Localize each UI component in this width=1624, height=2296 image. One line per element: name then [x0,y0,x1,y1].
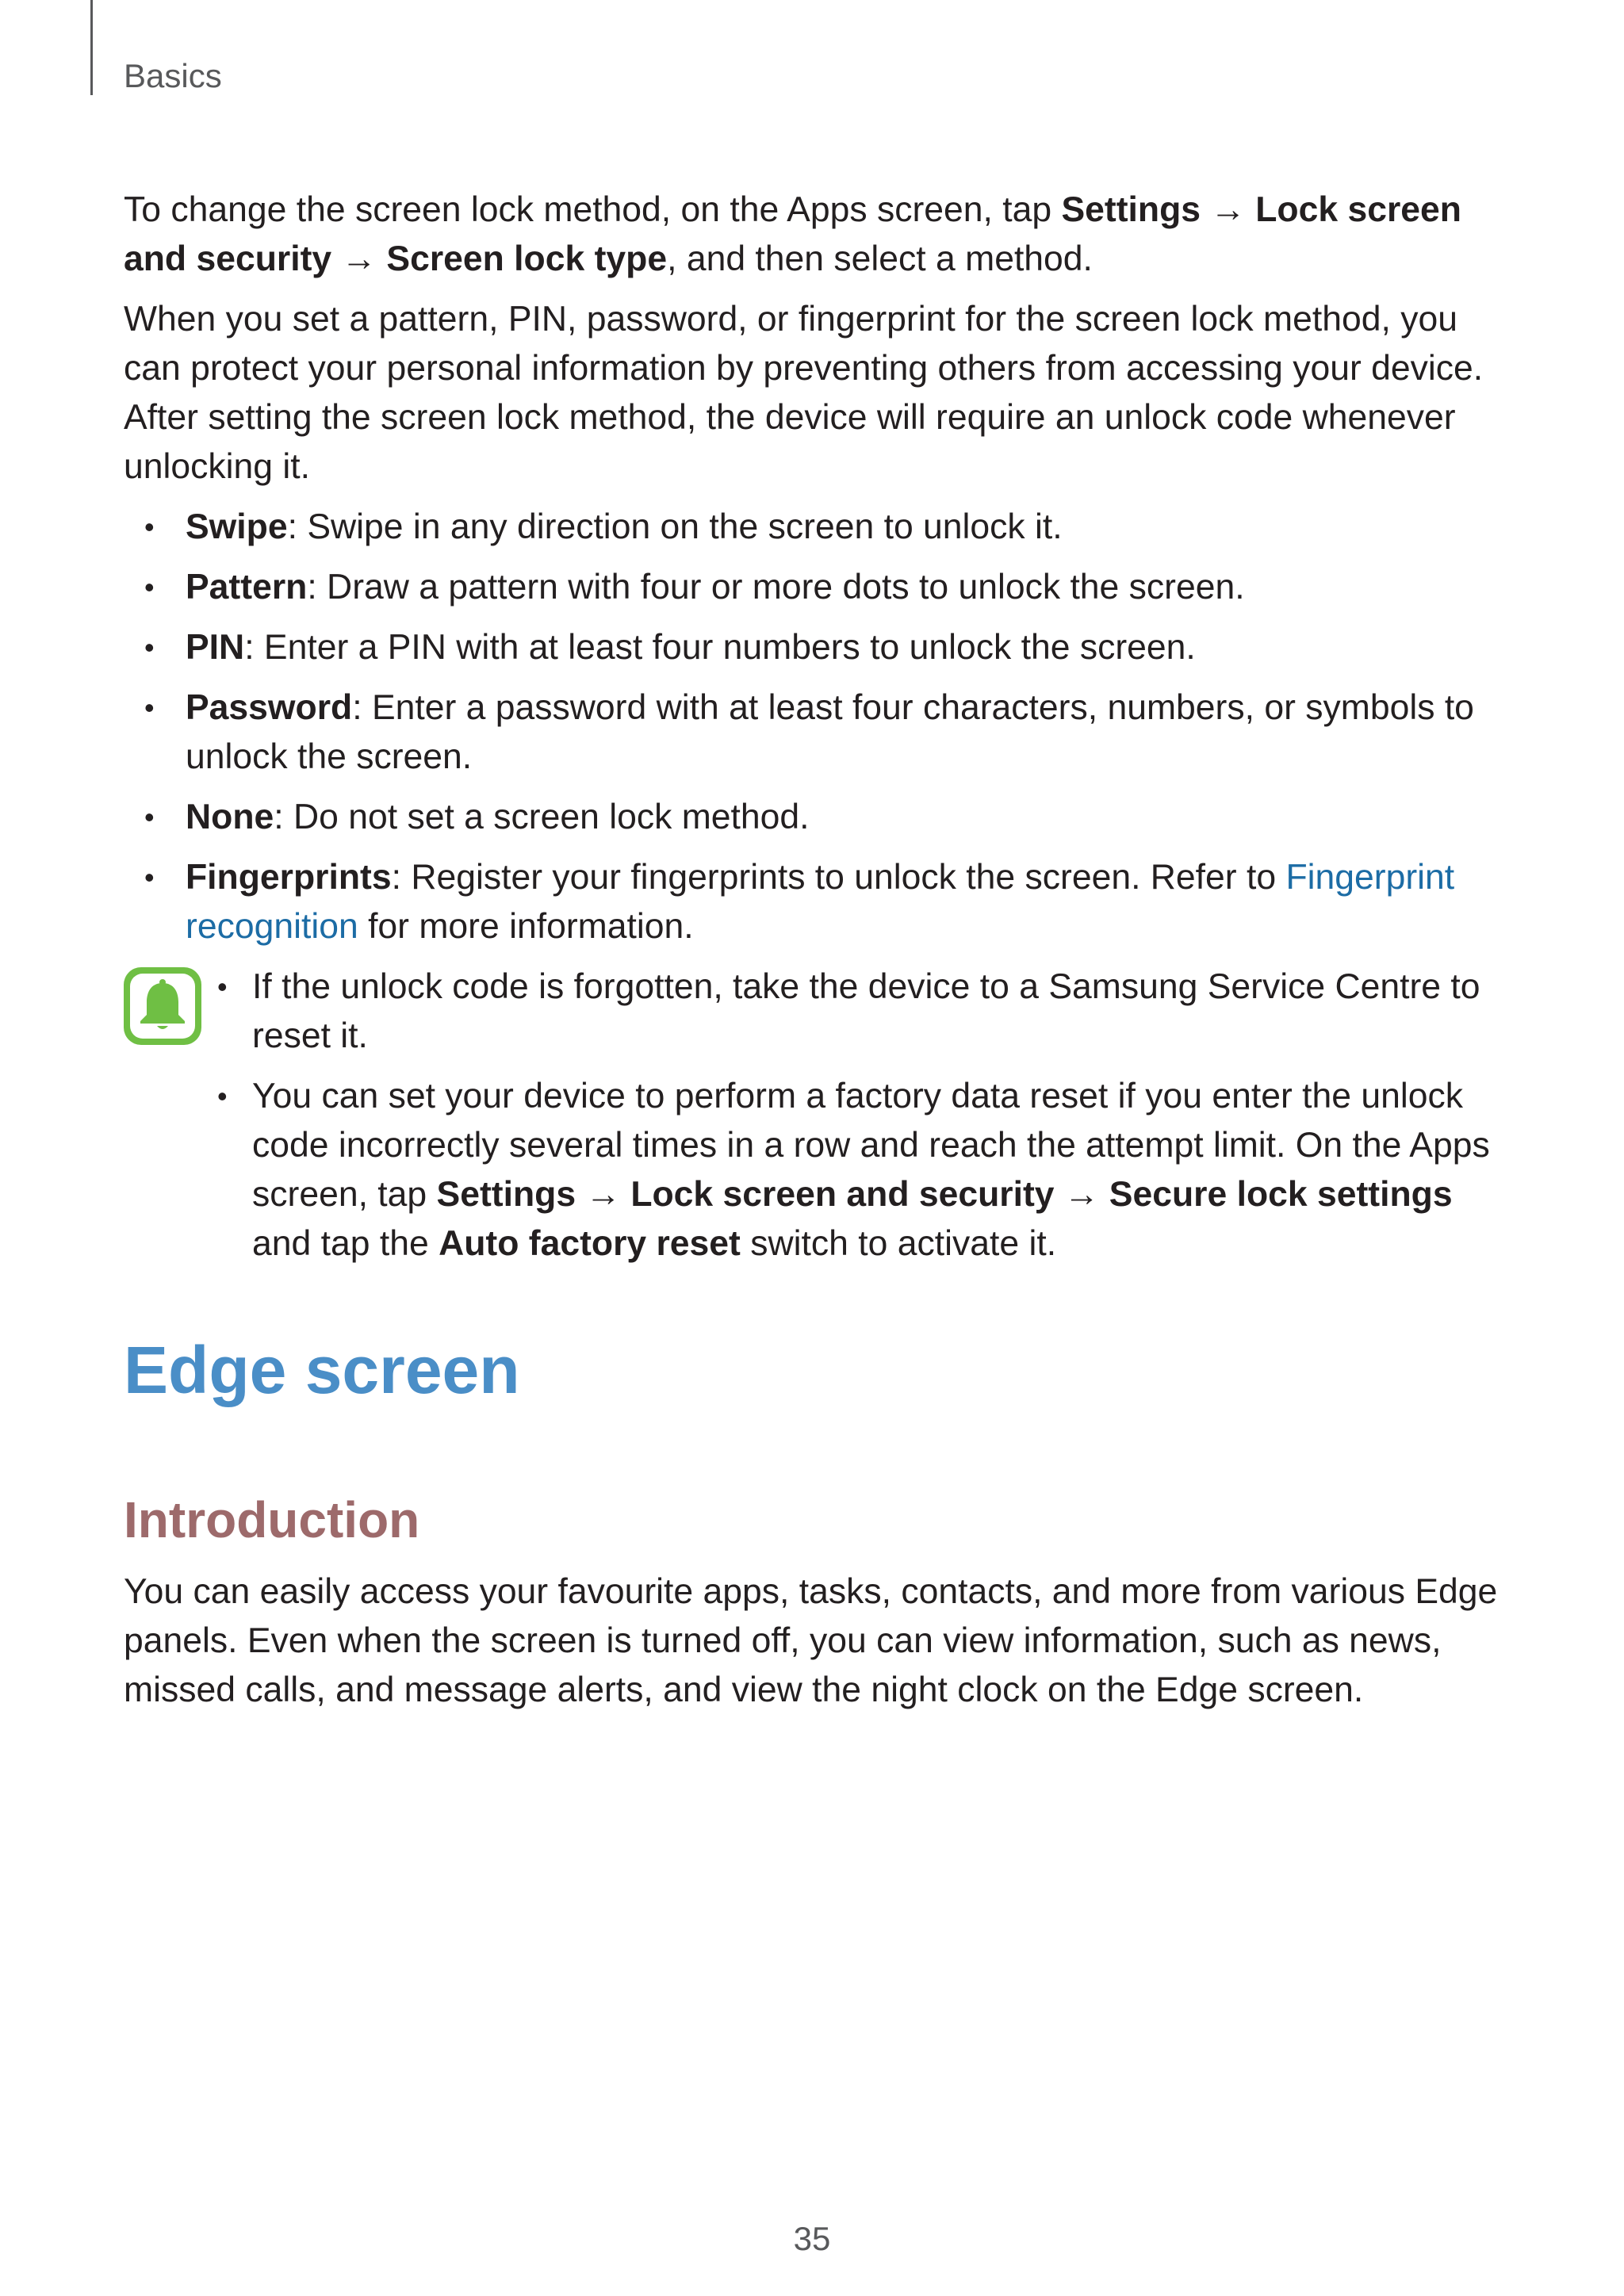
note-item-forgotten-code: • If the unlock code is forgotten, take the device to a Samsung Service Centre to reset it. [217,967,1480,1055]
paragraph-security-info: When you set a pattern, PIN, password, or fingerprint for the screen lock method, you can protect your personal information by preventing others from accessing your device. After setting the screen lock method, the device will require an unlock code whenever unlocking it. [124,300,1484,486]
main-content [124,186,1503,1280]
note-box [124,962,1503,1269]
header-rule [90,0,93,95]
list-item-pin: • PIN: Enter a PIN with at least four numbers to unlock the screen. [144,628,1196,667]
page-number: 35 [793,2220,831,2257]
heading-introduction: Introduction [124,1491,420,1548]
note-list [217,962,1503,1269]
heading-edge-screen: Edge screen [124,1333,520,1407]
fingerprint-recognition-link[interactable]: Fingerprint recognition [186,858,1455,946]
notification-bell-icon [124,967,201,1045]
paragraph-introduction: You can easily access your favourite apps, tasks, contacts, and more from various Edge panels. Even when the screen is turned off, you can view information, such as news, missed calls, and message alerts, and view the night clock on the Edge screen. [124,1572,1498,1709]
lock-method-list [124,503,1503,951]
list-item-none: • None: Do not set a screen lock method. [144,798,810,836]
section-label: Basics [124,57,222,94]
list-item-fingerprints: • Fingerprints: Register your fingerprints to unlock the screen. Refer to Fingerprint recognition for more information. [144,858,1455,946]
list-item-pattern: • Pattern: Draw a pattern with four or more dots to unlock the screen. [144,568,1245,607]
note-item-factory-reset: • You can set your device to perform a factory data reset if you enter the unlock code incorrectly several times in a row and reach the attempt limit. On the Apps screen, tap Settings → Lock screen and security → Secure lock settings and tap the Auto factory reset switch to activate it. [217,1077,1490,1263]
list-item-swipe: • Swipe: Swipe in any direction on the screen to unlock it. [144,507,1063,546]
paragraph-lock-method: To change the screen lock method, on the Apps screen, tap Settings → Lock screen and security → Screen lock type, and then select a method. [124,190,1461,278]
list-item-password: • Password: Enter a password with at least four characters, numbers, or symbols to unlock the screen. [144,688,1474,776]
